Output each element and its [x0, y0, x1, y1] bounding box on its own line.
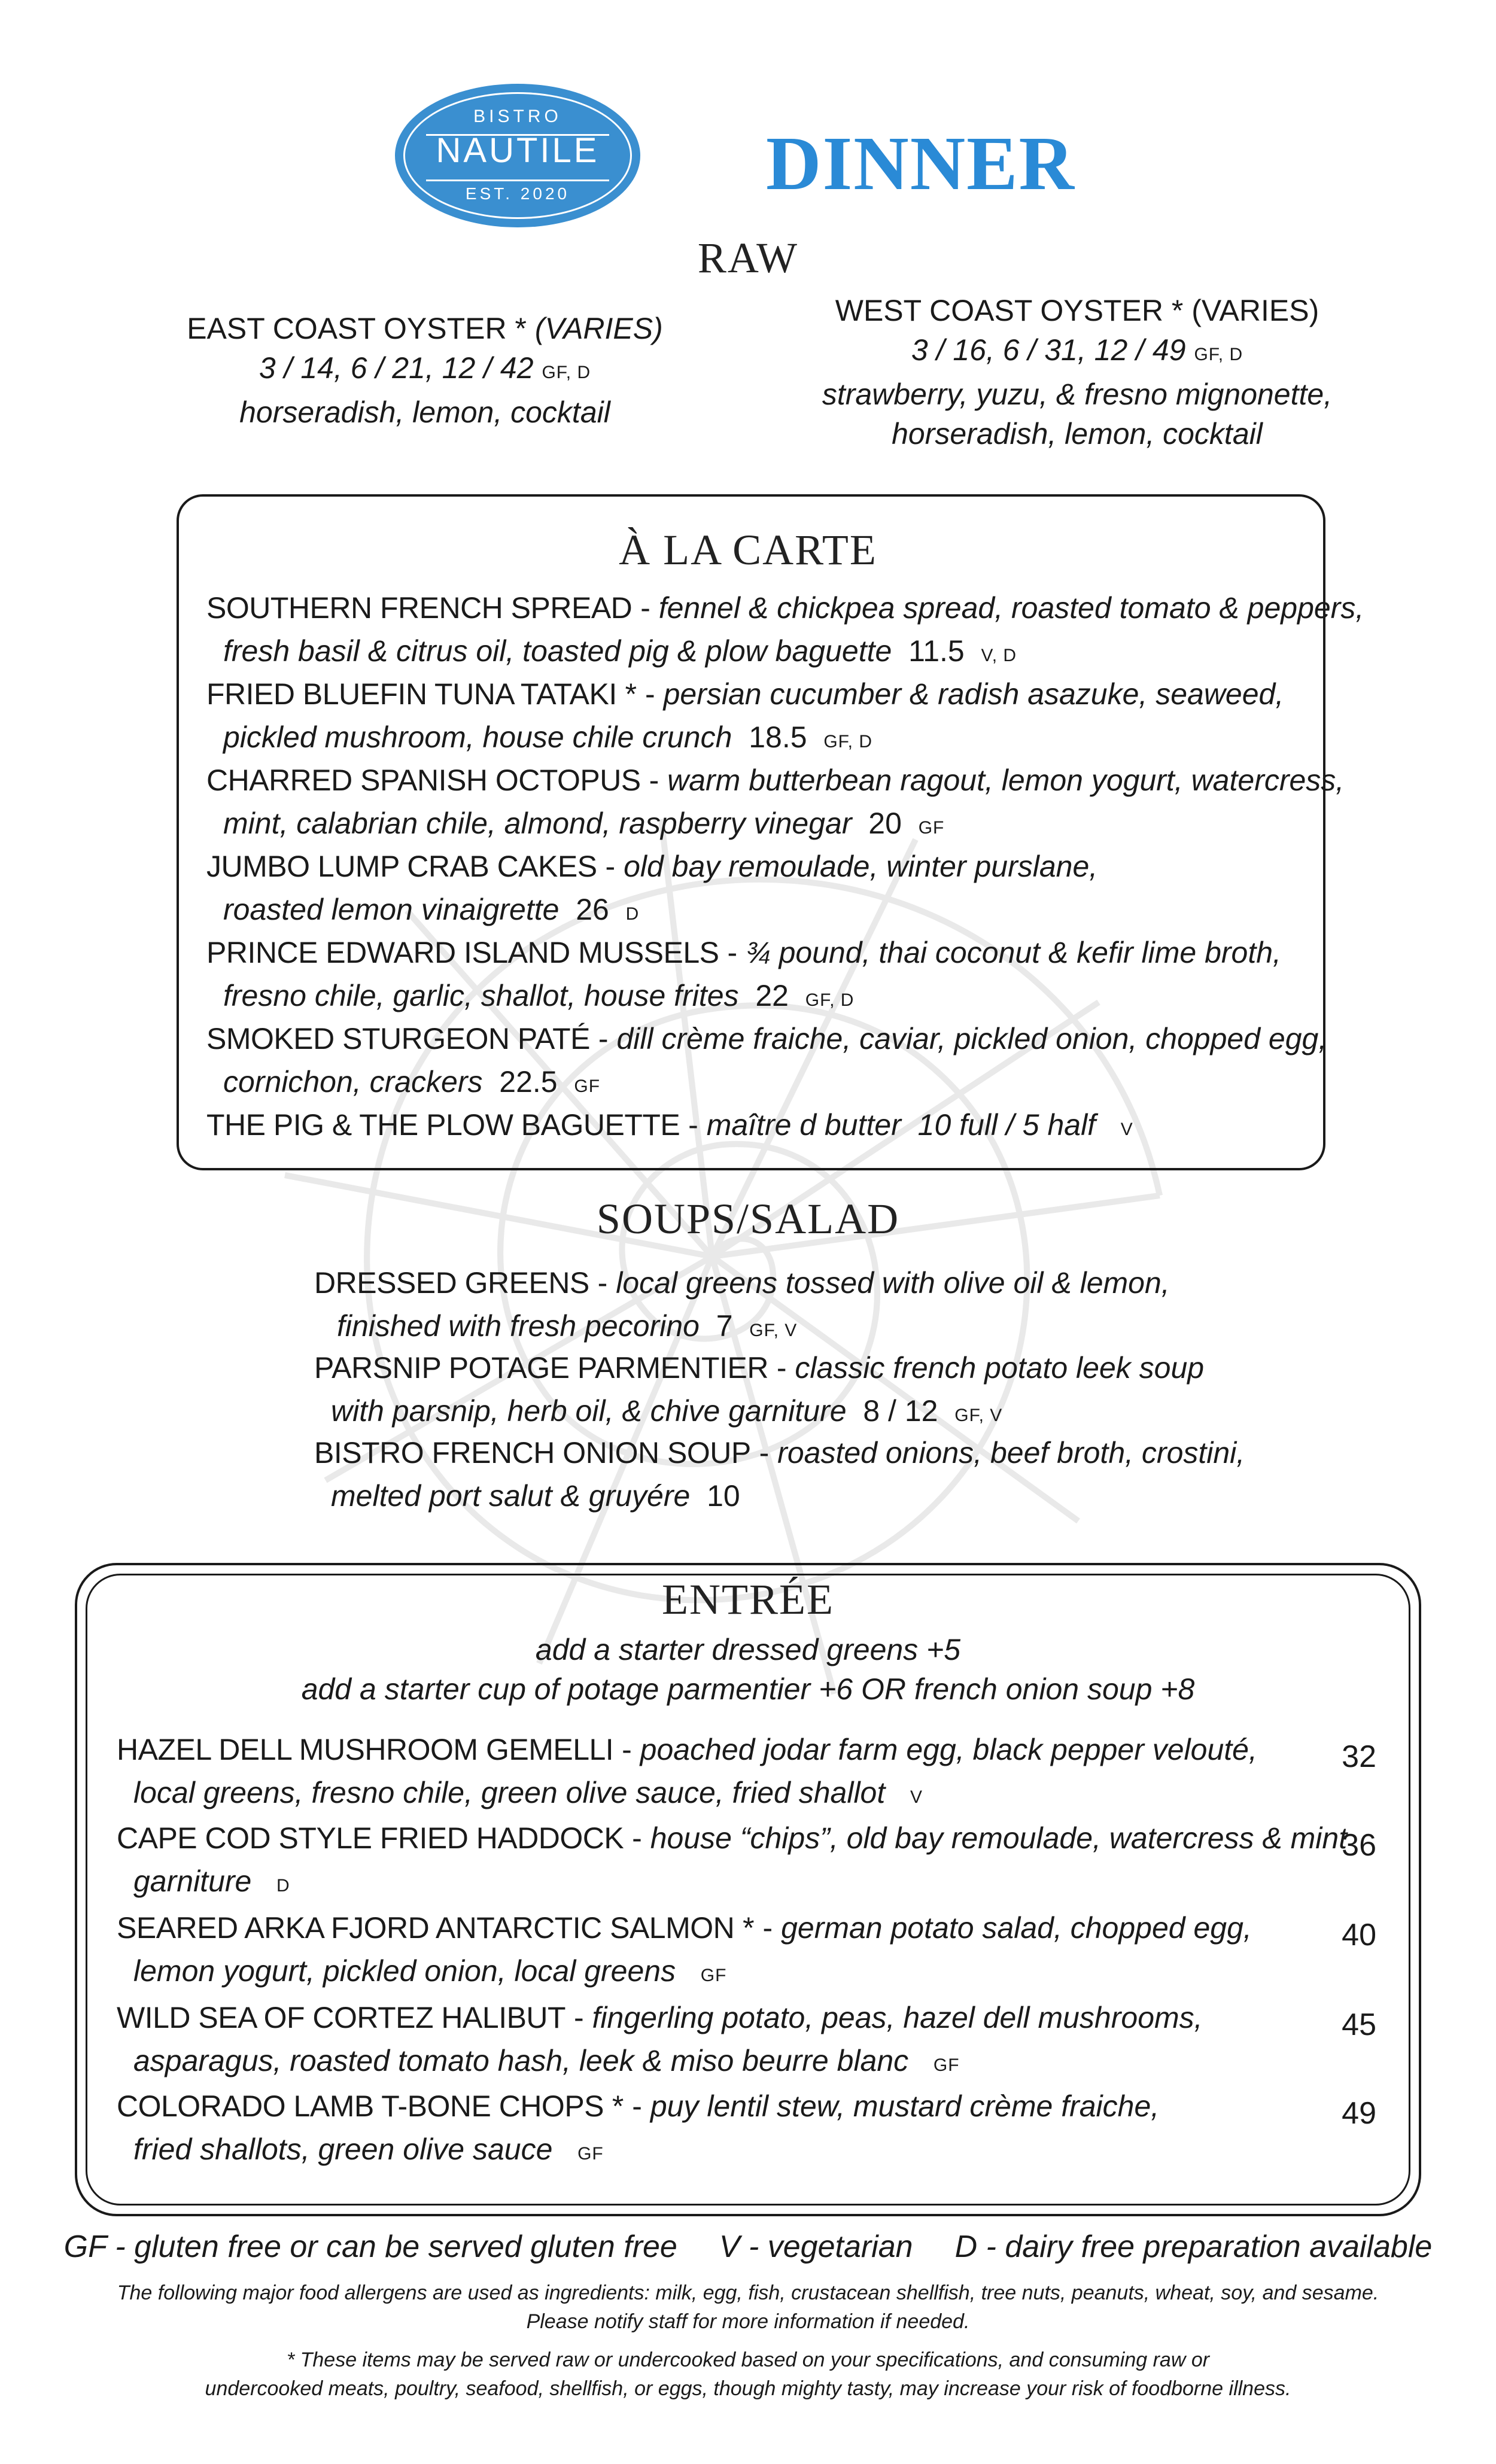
allergen-notice-1: The following major food allergens are used as ingredients: milk, egg, fish, crustacean shellfish, tree nuts, peanuts, wheat, soy, and sesame.: [117, 2282, 1379, 2304]
menu-item: HAZEL DELL MUSHROOM GEMELLI - poached jodar farm egg, black pepper velouté, local greens, fresno chile, green olive sauce, fried shallot V: [117, 1733, 1257, 1809]
menu-item: DRESSED GREENS - local greens tossed with olive oil & lemon, finished with fresh pecorino 7 GF, V: [314, 1266, 1170, 1343]
menu-item: THE PIG & THE PLOW BAGUETTE - maître d butter 10 full / 5 half V: [206, 1108, 1133, 1142]
allergen-notice-2: Please notify staff for more information if needed.: [526, 2310, 970, 2333]
soups-salad-title: SOUPS/SALAD: [596, 1195, 900, 1243]
east-coast-oyster: EAST COAST OYSTER * (VARIES) 3 / 14, 6 / 21, 12 / 42 GF, D horseradish, lemon, cocktail: [187, 312, 663, 429]
legend-gf: GF - gluten free or can be served gluten free: [63, 2229, 677, 2264]
entree-addon-1: add a starter dressed greens +5: [535, 1633, 961, 1666]
logo-name: NAUTILE: [436, 131, 600, 170]
legend-d: D - dairy free preparation available: [954, 2229, 1433, 2264]
west-oyster-prices: 3 / 16, 6 / 31, 12 / 49: [911, 333, 1186, 367]
menu-item: WILD SEA OF CORTEZ HALIBUT - fingerling potato, peas, hazel dell mushrooms, asparagus, roasted tomato hash, leek & miso beurre blanc GF: [117, 2001, 1203, 2077]
raw-warning-1: * These items may be served raw or undercooked based on your specifications, and consuming raw or: [286, 2349, 1210, 2371]
menu-item: PRINCE EDWARD ISLAND MUSSELS - ¾ pound, thai coconut & kefir lime broth, fresno chile, garlic, shallot, house frites 22 GF, D: [206, 936, 1281, 1012]
menu-item: PARSNIP POTAGE PARMENTIER - classic french potato leek soup with parsnip, herb oil, & chive garniture 8 / 12 GF, V: [314, 1351, 1205, 1428]
menu-item: SOUTHERN FRENCH SPREAD - fennel & chickpea spread, roasted tomato & peppers, fresh basil & citrus oil, toasted pig & plow baguette 11.5 V, D: [206, 591, 1364, 668]
a-la-carte-title: À LA CARTE: [619, 526, 877, 574]
entree-addon-2: add a starter cup of potage parmentier +6 OR french onion soup +8: [301, 1672, 1195, 1706]
item-price: 45: [1342, 2007, 1376, 2042]
item-price: 36: [1342, 1828, 1376, 1863]
east-oyster-prices: 3 / 14, 6 / 21, 12 / 42: [259, 351, 534, 385]
west-coast-oyster: WEST COAST OYSTER * (VARIES) 3 / 16, 6 / 31, 12 / 49 GF, D strawberry, yuzu, & fresno mignonette, horseradish, lemon, cocktail: [822, 294, 1333, 451]
menu-item: JUMBO LUMP CRAB CAKES - old bay remoulade, winter purslane, roasted lemon vinaigrette 26 D: [206, 850, 1098, 926]
item-price: 40: [1342, 1918, 1376, 1952]
logo-est: EST. 2020: [465, 184, 570, 203]
menu-item: COLORADO LAMB T-BONE CHOPS * - puy lentil stew, mustard crème fraiche, fried shallots, green olive sauce GF: [117, 2089, 1160, 2166]
menu-item: SEARED ARKA FJORD ANTARCTIC SALMON * - german potato salad, chopped egg, lemon yogurt, pickled onion, local greens GF: [117, 1911, 1252, 1988]
logo-top-text: BISTRO: [473, 107, 562, 126]
west-oyster-desc-1: strawberry, yuzu, & fresno mignonette,: [822, 378, 1333, 411]
east-oyster-desc: horseradish, lemon, cocktail: [239, 396, 610, 429]
raw-warning-2: undercooked meats, poultry, seafood, shellfish, or eggs, though mighty tasty, may increase your risk of foodborne illness.: [205, 2377, 1291, 2400]
west-oyster-desc-2: horseradish, lemon, cocktail: [892, 417, 1263, 451]
menu-title: DINNER: [766, 121, 1075, 206]
item-price: 49: [1342, 2096, 1376, 2131]
east-oyster-name: EAST COAST OYSTER: [187, 312, 507, 345]
item-price: 32: [1342, 1739, 1376, 1774]
menu-item: BISTRO FRENCH ONION SOUP - roasted onions, beef broth, crostini, melted port salut & gruyére 10: [314, 1436, 1245, 1513]
menu-item: CHARRED SPANISH OCTOPUS - warm butterbean ragout, lemon yogurt, watercress, mint, calabrian chile, almond, raspberry vinegar 20 GF: [206, 763, 1345, 840]
dietary-legend: [0, 2229, 1496, 2265]
menu-item: SMOKED STURGEON PATÉ - dill crème fraiche, caviar, pickled onion, chopped egg, cornichon, crackers 22.5 GF: [206, 1022, 1327, 1099]
bistro-nautile-logo: [395, 84, 640, 227]
raw-section-title: RAW: [697, 234, 799, 282]
menu-item: CAPE COD STYLE FRIED HADDOCK - house “chips”, old bay remoulade, watercress & mint garniture D: [117, 1821, 1348, 1898]
menu-item: FRIED BLUEFIN TUNA TATAKI * - persian cucumber & radish asazuke, seaweed, pickled mushroom, house chile crunch 18.5 GF, D: [206, 677, 1284, 754]
west-oyster-name: WEST COAST OYSTER: [835, 294, 1163, 327]
legend-v: V - vegetarian: [719, 2229, 913, 2264]
entree-title: ENTRÉE: [662, 1575, 834, 1623]
